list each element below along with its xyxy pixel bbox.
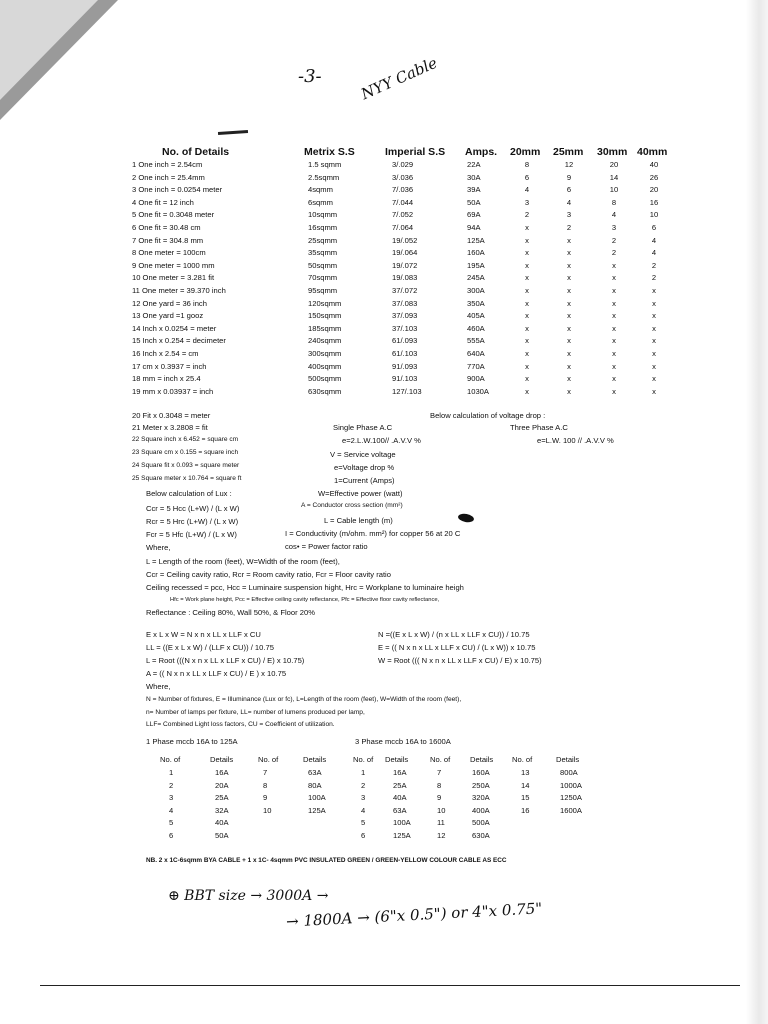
voltage-legend: V = Service voltage: [330, 450, 396, 459]
mccb-cell: 80A: [308, 780, 322, 790]
table-cell: 91/.103: [392, 374, 418, 384]
table-cell: 6: [566, 185, 572, 195]
mccb-cell: Details: [210, 755, 234, 764]
table-cell: 4: [651, 248, 657, 258]
lux-heading: Below calculation of Lux :: [146, 489, 232, 498]
table-cell: 2.5sqmm: [308, 172, 340, 182]
table-cell: x: [567, 336, 571, 346]
conversion-item: 22 Square inch x 6.452 = square cm: [132, 436, 239, 443]
table-cell: x: [612, 273, 616, 283]
table-cell: 70sqmm: [308, 273, 338, 283]
table-cell: 8 One meter = 100cm: [132, 248, 206, 258]
table-cell: x: [567, 386, 571, 396]
formula-note: N = Number of fixtures, E = Illuminance (Lux or fc), L=Length of the room (feet), W=Width of the room (feet),: [146, 696, 462, 703]
header-details: No. of Details: [162, 146, 230, 158]
mccb-cell: 6: [169, 830, 174, 840]
handwritten-note: ⊕ BBT size → 3000A →: [168, 888, 329, 904]
table-cell: 195A: [467, 260, 485, 270]
lux-small-definition: Hfc = Work plane height, Pcc = Effective ceiling cavity reflectance, Pfc = Effective floor cavity reflectance,: [170, 597, 440, 603]
table-cell: x: [612, 260, 616, 270]
mccb-cell: 13: [521, 768, 530, 777]
voltage-legend: cos• = Power factor ratio: [285, 542, 368, 551]
mccb-cell: 125A: [308, 805, 326, 815]
mccb-three-title: 3 Phase mccb 16A to 1600A: [355, 737, 451, 746]
table-cell: 8: [524, 160, 530, 169]
mccb-cell: 1: [361, 768, 366, 777]
mccb-cell: 1000A: [560, 780, 582, 790]
handwritten-note: → 1800A → (6"x 0.5") or 4"x 0.75": [285, 899, 543, 931]
table-cell: 240sqmm: [308, 336, 342, 346]
table-cell: 14: [609, 172, 619, 182]
table-cell: 20: [609, 160, 619, 169]
formula-left: E x L x W = N x n x LL x LLF x CU: [146, 630, 261, 639]
table-cell: 19/.052: [392, 235, 418, 245]
table-cell: 8: [611, 197, 617, 207]
table-row: [0, 210, 768, 222]
mccb-cell: No. of: [353, 755, 374, 764]
table-cell: x: [525, 311, 529, 321]
table-cell: 16sqmm: [308, 223, 338, 232]
ink-mark: [218, 130, 248, 135]
table-cell: 4 One fit = 12 inch: [132, 197, 194, 207]
conversion-item: 20 Fit x 0.3048 = meter: [132, 411, 211, 420]
table-cell: x: [612, 386, 616, 396]
table-cell: 69A: [467, 210, 481, 220]
mccb-cell: 250A: [472, 780, 490, 790]
mccb-cell: 10: [437, 805, 446, 815]
table-row: [0, 198, 768, 210]
table-cell: x: [567, 298, 571, 308]
table-cell: 10: [609, 185, 619, 195]
table-cell: 4sqmm: [308, 185, 333, 195]
mccb-cell: 1600A: [560, 805, 582, 815]
table-cell: 3: [524, 197, 530, 207]
mccb-cell: 5: [361, 818, 366, 827]
table-cell: x: [525, 273, 529, 283]
table-cell: 2: [524, 210, 530, 220]
table-cell: 9: [566, 172, 572, 182]
mccb-cell: 20A: [215, 780, 229, 790]
mccb-cell: 4: [169, 805, 174, 815]
table-cell: x: [567, 248, 571, 258]
table-cell: 19 mm x 0.03937 = inch: [132, 386, 214, 396]
table-cell: x: [567, 349, 571, 358]
table-row: [0, 286, 768, 298]
mccb-cell: 7: [263, 768, 268, 777]
table-row: [0, 248, 768, 260]
page-fold: [0, 0, 98, 100]
table-cell: x: [567, 260, 571, 270]
voltage-legend: L = Cable length (m): [324, 516, 393, 525]
table-cell: 2: [611, 248, 617, 258]
table-cell: 900A: [467, 374, 485, 384]
table-cell: 37/.072: [392, 286, 418, 295]
mccb-cell: 15: [521, 793, 530, 802]
mccb-cell: Details: [303, 755, 327, 764]
mccb-cell: 2: [361, 780, 366, 790]
table-cell: x: [567, 273, 571, 283]
table-cell: x: [525, 349, 529, 358]
page-number: -3-: [298, 66, 322, 87]
table-cell: 640A: [467, 349, 485, 358]
mccb-cell: 16A: [215, 768, 229, 777]
table-cell: 125A: [467, 235, 485, 245]
mccb-cell: 630A: [472, 830, 490, 840]
three-phase-label: Three Phase A.C: [510, 423, 568, 432]
table-cell: 10 One meter = 3.281 fit: [132, 273, 215, 283]
table-cell: x: [612, 311, 616, 321]
table-cell: 150sqmm: [308, 311, 342, 321]
table-cell: 6: [524, 172, 530, 182]
table-cell: 9 One meter = 1000 mm: [132, 260, 215, 270]
table-cell: x: [567, 374, 571, 384]
table-cell: 12 One yard = 36 inch: [132, 298, 207, 308]
table-cell: 2: [651, 260, 657, 270]
table-cell: 18 mm = inch x 25.4: [132, 374, 201, 384]
table-row: [0, 185, 768, 197]
lux-definition: Ceiling recessed = pcc, Hcc = Luminaire suspension hight, Hrc = Workplane to luminaire heigh: [146, 583, 464, 592]
mccb-cell: 100A: [308, 793, 326, 802]
table-cell: 245A: [467, 273, 485, 283]
table-row: [0, 311, 768, 323]
table-row: [0, 299, 768, 311]
table-row: [0, 236, 768, 248]
table-cell: 300sqmm: [308, 349, 342, 358]
table-cell: 95sqmm: [308, 286, 338, 295]
table-cell: 50sqmm: [308, 260, 338, 270]
mccb-cell: 14: [521, 780, 530, 790]
table-cell: 3/.029: [392, 160, 414, 169]
table-cell: 2: [611, 235, 617, 245]
mccb-cell: 25A: [215, 793, 229, 802]
header-20mm: 20mm: [510, 146, 541, 158]
mccb-cell: 9: [437, 793, 442, 802]
mccb-cell: 3: [169, 793, 174, 802]
table-cell: 120sqmm: [308, 298, 342, 308]
formula-note: LLF= Combined Light loss factors, CU = Coefficient of utilization.: [146, 721, 335, 728]
mccb-cell: 1: [169, 768, 174, 777]
mccb-cell: 11: [437, 818, 445, 827]
table-row: [0, 362, 768, 374]
mccb-cell: 16: [521, 805, 530, 815]
mccb-cell: 5: [169, 818, 174, 827]
table-cell: 22A: [467, 160, 481, 169]
table-cell: 61/.103: [392, 349, 418, 358]
formula-right: E = (( N x n x LL x LLF x CU) / (L x W)) x 10.75: [378, 643, 536, 652]
table-cell: 17 cm x 0.3937 = inch: [132, 361, 207, 371]
mccb-cell: Details: [470, 755, 494, 764]
table-row: [0, 336, 768, 348]
single-phase-formula: e=2.L.W.100// .A.V.V %: [342, 436, 421, 445]
table-cell: 2 One inch = 25.4mm: [132, 172, 205, 182]
table-cell: x: [525, 336, 529, 346]
table-row: [0, 273, 768, 285]
table-cell: 127/.103: [392, 386, 422, 396]
table-cell: x: [652, 386, 656, 396]
table-cell: 4: [651, 235, 657, 245]
conversion-item: 24 Square fit x 0.093 = square meter: [132, 462, 240, 469]
where-label: Where,: [146, 543, 171, 552]
table-cell: 405A: [467, 311, 485, 321]
mccb-cell: No. of: [512, 755, 533, 764]
table-cell: 61/.093: [392, 336, 418, 346]
table-cell: 160A: [467, 248, 485, 258]
table-cell: x: [525, 374, 529, 384]
mccb-cell: 50A: [215, 830, 229, 840]
table-cell: 7/.044: [392, 197, 414, 207]
header-40mm: 40mm: [637, 146, 668, 158]
ink-blot: [457, 513, 474, 524]
table-cell: x: [525, 260, 529, 270]
mccb-cell: 8: [437, 780, 442, 790]
table-cell: 14 Inch x 0.0254 = meter: [132, 323, 217, 333]
mccb-cell: 4: [361, 805, 366, 815]
conversion-item: 23 Square cm x 0.155 = square inch: [132, 449, 239, 456]
table-cell: 4: [611, 210, 617, 220]
header-metric: Metrix S.S: [304, 146, 355, 158]
header-30mm: 30mm: [597, 146, 628, 158]
table-cell: 5 One fit = 0.3048 meter: [132, 210, 215, 220]
table-cell: 11 One meter = 39.370 inch: [132, 286, 226, 295]
table-cell: 39A: [467, 185, 481, 195]
table-cell: x: [525, 361, 529, 371]
table-row: [0, 374, 768, 386]
table-cell: x: [612, 323, 616, 333]
table-cell: x: [612, 374, 616, 384]
table-cell: x: [567, 311, 571, 321]
table-cell: x: [567, 235, 571, 245]
table-row: [0, 387, 768, 399]
mccb-cell: 6: [361, 830, 366, 840]
table-cell: 7/.064: [392, 223, 414, 232]
formula-note: n= Number of lamps per fixture, LL= number of lumens produced per lamp,: [146, 709, 365, 716]
mccb-cell: 500A: [472, 818, 490, 827]
table-cell: 19/.072: [392, 260, 418, 270]
table-cell: 3/.036: [392, 172, 414, 182]
table-cell: x: [652, 336, 656, 346]
mccb-cell: No. of: [160, 755, 181, 764]
ccr-formula: Ccr = 5 Hcc (L+W) / (L x W): [146, 504, 240, 513]
table-cell: 770A: [467, 361, 485, 371]
table-cell: 15 Inch x 0.254 = decimeter: [132, 336, 226, 346]
fcr-formula: Fcr = 5 Hfc (L+W) / (L x W): [146, 530, 237, 539]
mccb-cell: 7: [437, 768, 442, 777]
formula-left: L = Root (((N x n x LL x LLF x CU) / E) x 10.75): [146, 656, 305, 665]
table-cell: 6sqmm: [308, 197, 333, 207]
table-cell: 300A: [467, 286, 485, 295]
mccb-cell: No. of: [258, 755, 279, 764]
mccb-cell: 40A: [393, 793, 407, 802]
table-cell: x: [652, 286, 656, 295]
table-cell: 3: [566, 210, 572, 220]
mccb-cell: 16A: [393, 768, 407, 777]
mccb-cell: 12: [437, 830, 446, 840]
mccb-cell: 63A: [393, 805, 407, 815]
table-cell: x: [525, 386, 529, 396]
table-row: [0, 261, 768, 273]
table-cell: 2: [651, 273, 657, 283]
table-cell: 555A: [467, 336, 485, 346]
table-cell: 500sqmm: [308, 374, 342, 384]
table-cell: 37/.083: [392, 298, 418, 308]
table-cell: x: [652, 298, 656, 308]
table-cell: x: [525, 323, 529, 333]
table-cell: 460A: [467, 323, 485, 333]
mccb-cell: Details: [385, 755, 409, 764]
table-cell: 4: [524, 185, 530, 195]
table-cell: 91/.093: [392, 361, 418, 371]
table-cell: 50A: [467, 197, 481, 207]
handwritten-title: NYY Cable: [358, 53, 441, 104]
table-cell: x: [652, 361, 656, 371]
table-cell: 7/.052: [392, 210, 414, 220]
three-phase-formula: e=L.W. 100 // .A.V.V %: [537, 436, 614, 445]
table-cell: 3: [611, 223, 617, 232]
table-cell: 6 One fit = 30.48 cm: [132, 223, 201, 232]
mccb-cell: 320A: [472, 793, 490, 802]
mccb-cell: 9: [263, 793, 268, 802]
table-cell: 35sqmm: [308, 248, 338, 258]
header-amps: Amps.: [465, 146, 498, 158]
mccb-cell: 32A: [215, 805, 229, 815]
table-cell: x: [567, 361, 571, 371]
table-cell: 4: [566, 197, 572, 207]
mccb-cell: 3: [361, 793, 366, 802]
table-cell: 350A: [467, 298, 485, 308]
table-cell: 13 One yard =1 gooz: [132, 311, 204, 321]
formula-left: Where,: [146, 682, 171, 691]
mccb-cell: Details: [556, 755, 580, 764]
bottom-rule: [40, 985, 740, 986]
voltage-legend: 1=Current (Amps): [334, 476, 395, 485]
page-edge: [746, 0, 768, 1024]
table-cell: x: [525, 286, 529, 295]
mccb-cell: 160A: [472, 768, 490, 777]
table-cell: 19/.083: [392, 273, 418, 283]
table-cell: 16 Inch x 2.54 = cm: [132, 349, 199, 358]
mccb-cell: 40A: [215, 818, 229, 827]
table-cell: 94A: [467, 223, 481, 232]
table-cell: 25sqmm: [308, 235, 338, 245]
reflectance: Reflectance : Ceiling 80%, Wall 50%, & Floor 20%: [146, 608, 315, 617]
nb-note: NB. 2 x 1C-6sqmm BYA CABLE + 1 x 1C- 4sqmm PVC INSULATED GREEN / GREEN-YELLOW COLOUR CABLE AS ECC: [146, 857, 507, 864]
table-cell: x: [525, 298, 529, 308]
table-cell: 185sqmm: [308, 323, 342, 333]
conversion-item: 25 Square meter x 10.764 = square ft: [132, 475, 242, 482]
single-phase-label: Single Phase A.C: [333, 423, 393, 432]
mccb-cell: 10: [263, 805, 272, 815]
voltage-heading: Below calculation of voltage drop :: [430, 411, 546, 420]
table-cell: x: [612, 286, 616, 295]
mccb-single-title: 1 Phase mccb 16A to 125A: [146, 737, 238, 746]
mccb-cell: No. of: [430, 755, 451, 764]
table-cell: x: [652, 311, 656, 321]
formula-right: W = Root ((( N x n x LL x LLF x CU) / E) x 10.75): [378, 656, 542, 665]
table-cell: x: [567, 323, 571, 333]
mccb-cell: 1250A: [560, 793, 582, 802]
table-cell: 16: [649, 197, 659, 207]
formula-right: N =((E x L x W) / (n x LL x LLF x CU)) / 10.75: [378, 630, 530, 639]
table-cell: 20: [649, 185, 659, 195]
lux-definition: L = Length of the room (feet), W=Width of the room (feet),: [146, 557, 340, 566]
formula-left: A = (( N x n x LL x LLF x CU) / E ) x 10.75: [146, 669, 287, 678]
header-25mm: 25mm: [553, 146, 584, 158]
table-cell: x: [652, 323, 656, 333]
table-cell: 400sqmm: [308, 361, 342, 371]
table-row: [0, 223, 768, 235]
table-cell: 10sqmm: [308, 210, 338, 220]
table-row: [0, 324, 768, 336]
table-cell: x: [525, 223, 529, 232]
table-cell: x: [652, 349, 656, 358]
table-cell: 37/.103: [392, 323, 418, 333]
table-cell: 6: [651, 223, 657, 232]
mccb-cell: 125A: [393, 830, 411, 840]
table-cell: x: [612, 298, 616, 308]
table-cell: x: [525, 248, 529, 258]
mccb-cell: 100A: [393, 818, 411, 827]
table-cell: 26: [649, 172, 659, 182]
table-cell: 7 One fit = 304.8 mm: [132, 235, 204, 245]
mccb-cell: 400A: [472, 805, 490, 815]
table-cell: x: [525, 235, 529, 245]
table-cell: 2: [566, 223, 572, 232]
header-imperial: Imperial S.S: [385, 146, 446, 158]
table-cell: 37/.093: [392, 311, 418, 321]
mccb-cell: 2: [169, 780, 174, 790]
table-cell: 1030A: [467, 386, 489, 396]
mccb-cell: 800A: [560, 768, 578, 777]
table-cell: 19/.064: [392, 248, 418, 258]
table-cell: 30A: [467, 172, 481, 182]
table-row: [0, 160, 768, 172]
table-cell: 630sqmm: [308, 386, 342, 396]
table-row: [0, 173, 768, 185]
table-cell: 40: [649, 160, 659, 169]
conversion-item: 21 Meter x 3.2808 = fit: [132, 423, 208, 432]
formula-left: LL = ((E x L x W) / (LLF x CU)) / 10.75: [146, 643, 274, 652]
mccb-cell: 25A: [393, 780, 407, 790]
table-cell: 1.5 sqmm: [308, 160, 342, 169]
table-cell: 7/.036: [392, 185, 414, 195]
table-cell: x: [652, 374, 656, 384]
voltage-legend: I = Conductivity (m/ohm. mm²) for copper 56 at 20 C: [285, 529, 461, 538]
mccb-cell: 8: [263, 780, 268, 790]
table-cell: 10: [649, 210, 659, 220]
table-cell: x: [612, 361, 616, 371]
table-cell: 1 One inch = 2.54cm: [132, 160, 203, 169]
voltage-legend: A = Conductor cross section (mm²): [301, 502, 403, 509]
mccb-cell: 63A: [308, 768, 322, 777]
table-cell: 3 One inch = 0.0254 meter: [132, 185, 223, 195]
table-cell: x: [612, 349, 616, 358]
voltage-legend: e=Voltage drop %: [334, 463, 395, 472]
table-cell: 12: [564, 160, 574, 169]
rcr-formula: Rcr = 5 Hrc (L+W) / (L x W): [146, 517, 239, 526]
table-row: [0, 349, 768, 361]
lux-definition: Ccr = Ceiling cavity ratio, Rcr = Room cavity ratio, Fcr = Floor cavity ratio: [146, 570, 391, 579]
voltage-legend: W=Effective power (watt): [318, 489, 403, 498]
table-cell: x: [567, 286, 571, 295]
table-cell: x: [612, 336, 616, 346]
